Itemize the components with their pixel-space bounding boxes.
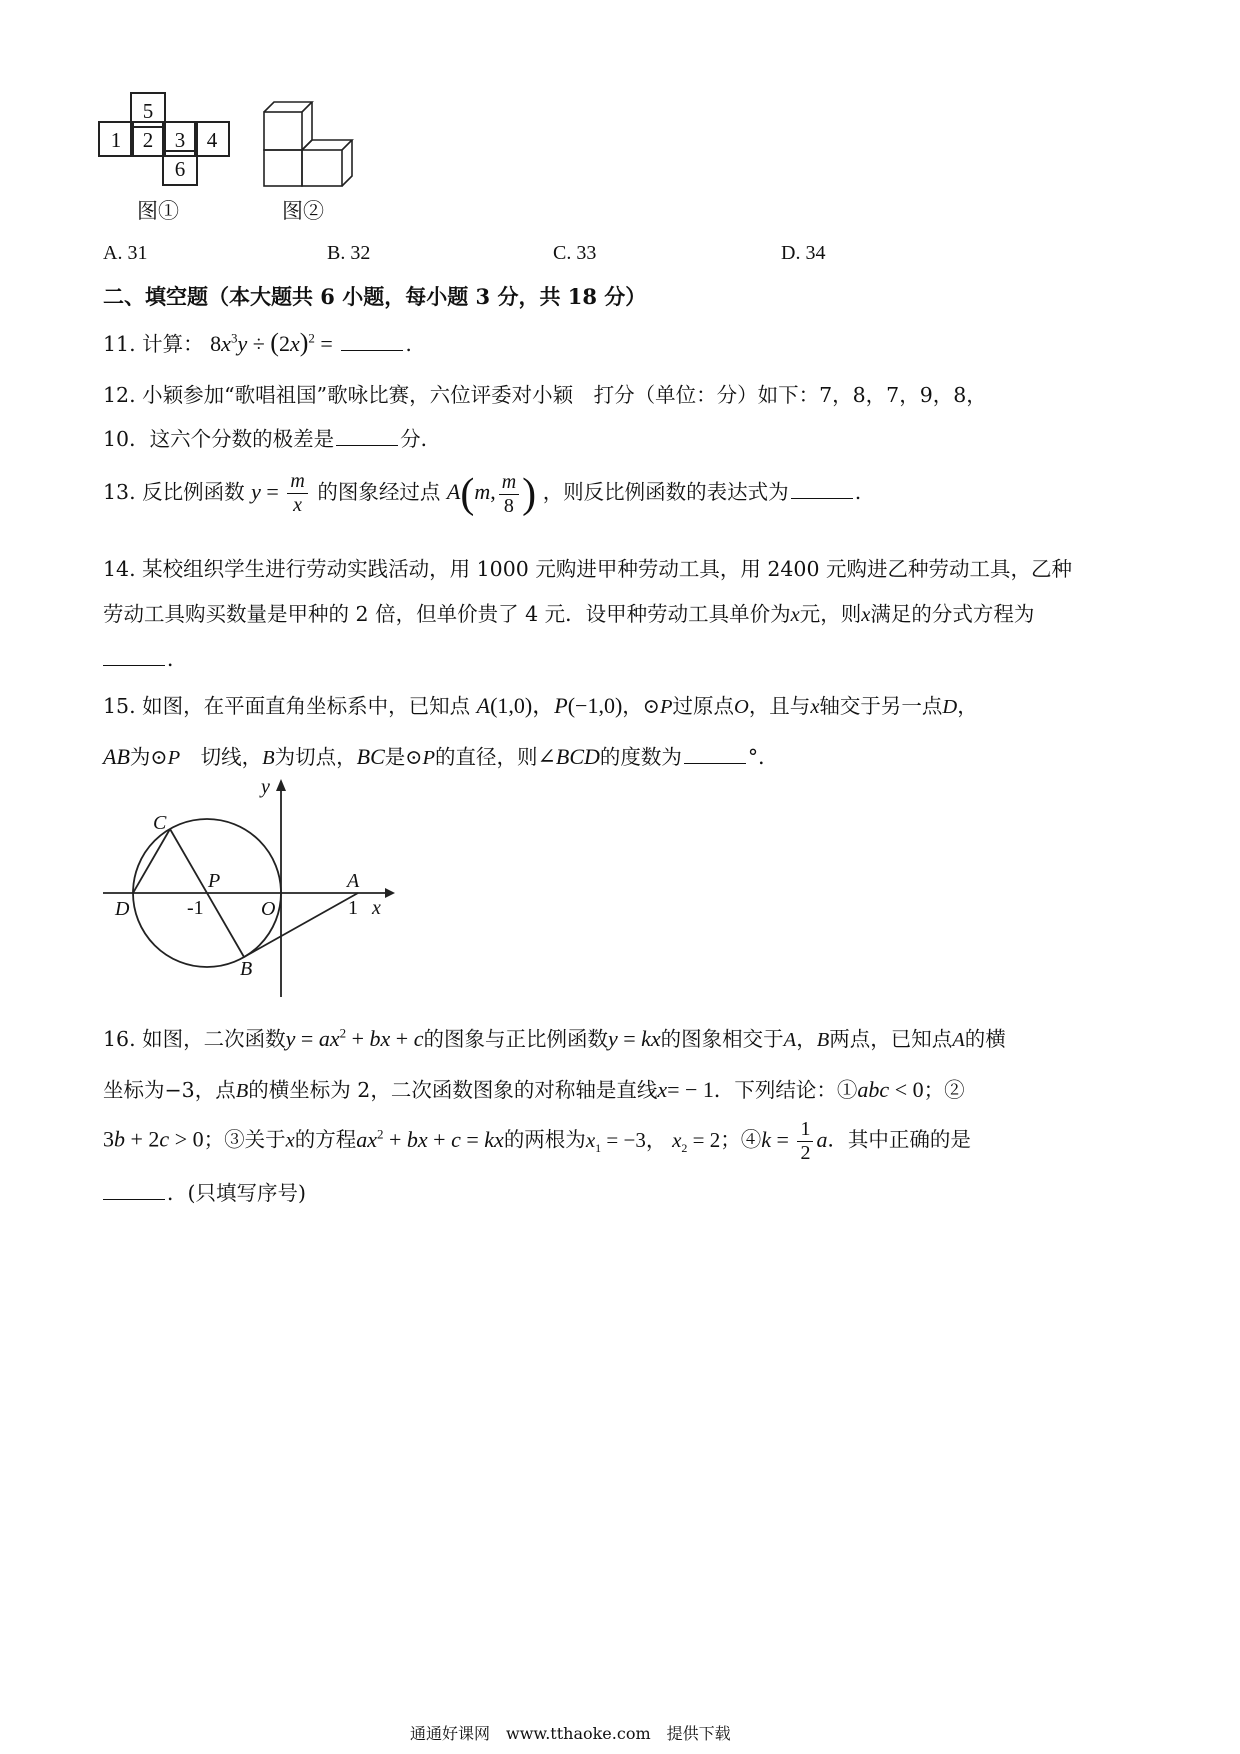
q16-text-a: 16. 如图，二次函数 bbox=[103, 1027, 286, 1051]
net-cell: 2 bbox=[130, 121, 166, 157]
q14-answer-blank bbox=[103, 647, 165, 666]
q15-answer-blank bbox=[684, 745, 746, 764]
q12-answer-blank bbox=[336, 427, 398, 446]
q14-variable: x bbox=[861, 604, 871, 626]
net-cell: 4 bbox=[194, 121, 230, 157]
cube-figure bbox=[260, 98, 360, 190]
q16-text-g: ，点 bbox=[194, 1078, 236, 1102]
net-cell: 3 bbox=[162, 121, 198, 157]
question-15-line1: 15. 如图，在平面直角坐标系中，已知点 A(1,0)，P(−1,0)，⊙P过原点O，且与x轴交于另一点D， bbox=[103, 693, 978, 718]
question-14-line3 bbox=[103, 642, 188, 672]
label-d: D bbox=[115, 898, 130, 920]
q16-text-e: 的横 bbox=[964, 1027, 1006, 1051]
question-12-line2 bbox=[103, 422, 441, 452]
q16-text-o: ．其中正确的是 bbox=[827, 1127, 971, 1152]
label-o: O bbox=[261, 898, 276, 920]
label-x: x bbox=[372, 897, 381, 919]
question-16-line2: 坐标为−3，点B的横坐标为 2，二次函数图象的对称轴是直线x= − 1．下列结论：①abc < 0；② bbox=[103, 1077, 965, 1102]
q14-line2-text-b: 元，则 bbox=[799, 602, 862, 626]
q13-answer-blank bbox=[791, 480, 853, 499]
question-16-line3: 3b + 2c > 0；③关于x的方程$ax^2$ + bx + c = kx的两根为$x_1 = -3$， $x_2 = 2$；④k = $\frac{1}{2}$ a．其中正确的是 bbox=[103, 1118, 971, 1164]
q16-text-c: 的图象相交于 bbox=[660, 1027, 784, 1051]
net-cell: 5 bbox=[130, 92, 166, 128]
q15-text-h: 为切点， bbox=[274, 745, 357, 769]
q13-text-d: . bbox=[854, 480, 862, 505]
q16-text-l: 的方程 bbox=[294, 1127, 357, 1152]
q11-text: 计算： bbox=[142, 332, 204, 356]
label-y: y bbox=[261, 776, 270, 798]
q15-text-c: 过原点 bbox=[672, 694, 734, 718]
option-a: A. 31 bbox=[103, 242, 148, 264]
q11-number: 11. bbox=[103, 332, 136, 356]
net-cell: 1 bbox=[98, 121, 134, 157]
q14-variable: x bbox=[790, 604, 800, 626]
q14-line2-text: 劳动工具购买数量是甲种的 2 倍，但单价贵了 4 元．设甲种劳动工具单价为 bbox=[103, 602, 791, 626]
cube-caption: 图② bbox=[282, 199, 324, 223]
label-b: B bbox=[240, 958, 253, 980]
q15-text-f: 为⊙ bbox=[129, 745, 168, 769]
q15-text-d: ，且与 bbox=[748, 694, 811, 718]
q15-text-j: 的直径，则 bbox=[434, 745, 538, 769]
question-12-line1: 12. 小颖参加“歌唱祖国”歌咏比赛，六位评委对小颖 打分（单位：分）如下：7，8，7，9，8， bbox=[103, 383, 987, 407]
q16-text-p: ．(只填写序号) bbox=[167, 1181, 306, 1205]
q13-point-a: A(m, $\frac{m}{8}$ ) bbox=[446, 470, 537, 517]
option-c: C. 33 bbox=[553, 242, 597, 264]
q16-text-k: ；③关于 bbox=[203, 1127, 286, 1152]
question-14-line1: 14. 某校组织学生进行劳动实践活动，用 1000 元购进甲种劳动工具，用 2400 元购进乙种劳动工具，乙种 bbox=[103, 557, 1073, 581]
q13-text-b: 的图象经过点 bbox=[317, 480, 441, 505]
q15-text-l: °． bbox=[747, 745, 779, 769]
q16-text-m: 的两根为 bbox=[503, 1127, 586, 1152]
label-c: C bbox=[153, 812, 167, 834]
q16-answer-blank bbox=[103, 1181, 165, 1200]
q16-text-i: ．下列结论：① bbox=[713, 1078, 858, 1102]
q16-text-j: ；② bbox=[923, 1078, 965, 1102]
net-cell: 6 bbox=[162, 150, 198, 186]
question-14-line2 bbox=[103, 597, 1034, 627]
label-one: 1 bbox=[348, 897, 358, 919]
q15-text-b: ，⊙ bbox=[622, 694, 660, 718]
q12-line2-text: 10．这六个分数的极差是 bbox=[103, 427, 335, 451]
circle-figure bbox=[95, 775, 405, 1005]
net-caption: 图① bbox=[137, 199, 179, 223]
option-b: B. 32 bbox=[327, 242, 371, 264]
page-footer: 通通好课网 www.tthaoke.com 提供下载 bbox=[410, 1724, 731, 1743]
section-title: 二、填空题（本大题共 6 小题，每小题 3 分，共 18 分） bbox=[103, 284, 647, 309]
question-16-line4 bbox=[103, 1176, 306, 1206]
question-16-line1: 16. 如图，二次函数$y = ax^2$ + bx + c的图象与正比例函数y = kx的图象相交于A，B两点，已知点A的横 bbox=[103, 1025, 1006, 1051]
q13-text-a: 13. 反比例函数 bbox=[103, 480, 245, 505]
q15-text-a: 15. 如图，在平面直角坐标系中，已知点 bbox=[103, 694, 471, 718]
label-minus-one: -1 bbox=[187, 897, 204, 919]
q16-text-b: 的图象与正比例函数 bbox=[423, 1027, 608, 1051]
q12-line2-suffix: 分． bbox=[400, 427, 442, 451]
question-15-line2: AB为⊙P 切线，B为切点，BC是⊙P的直径，则∠BCD的度数为 °． bbox=[103, 744, 779, 769]
question-11: 11. 计算： $8x^3y \div (2x)^2$ = . bbox=[103, 328, 412, 357]
option-d: D. 34 bbox=[781, 242, 826, 264]
question-13: 13. 反比例函数 y = $\frac{m}{x}$ 的图象经过点 A(m, $\frac{m}{8}$ ) ，则反比例函数的表达式为 . bbox=[103, 470, 862, 517]
label-a: A bbox=[347, 870, 360, 892]
q16-text-d: 两点，已知点 bbox=[829, 1027, 953, 1051]
q11-answer-blank bbox=[341, 332, 403, 351]
q16-text-h: 的横坐标为 2，二次函数图象的对称轴是直线 bbox=[248, 1078, 658, 1102]
label-p: P bbox=[208, 870, 221, 892]
q15-text-e: 轴交于另一点 bbox=[819, 694, 943, 718]
q15-text-g: 切线， bbox=[180, 745, 263, 769]
q15-text-k: 的度数为 bbox=[599, 745, 682, 769]
q14-line3-text: ． bbox=[167, 647, 188, 671]
q16-text-f: 坐标为−3 bbox=[103, 1078, 195, 1102]
q16-text-n: ；④ bbox=[720, 1127, 762, 1152]
q13-text-c: ，则反比例函数的表达式为 bbox=[542, 480, 789, 505]
q13-fraction: $\frac{m}{x}$ bbox=[287, 470, 307, 517]
q13-expression-y: y bbox=[251, 479, 261, 505]
q15-text-i: 是⊙ bbox=[384, 745, 423, 769]
q11-expression: $8x^3y \div (2x)^2$ = bbox=[210, 328, 333, 357]
q14-line2-text-c: 满足的分式方程为 bbox=[870, 602, 1035, 626]
